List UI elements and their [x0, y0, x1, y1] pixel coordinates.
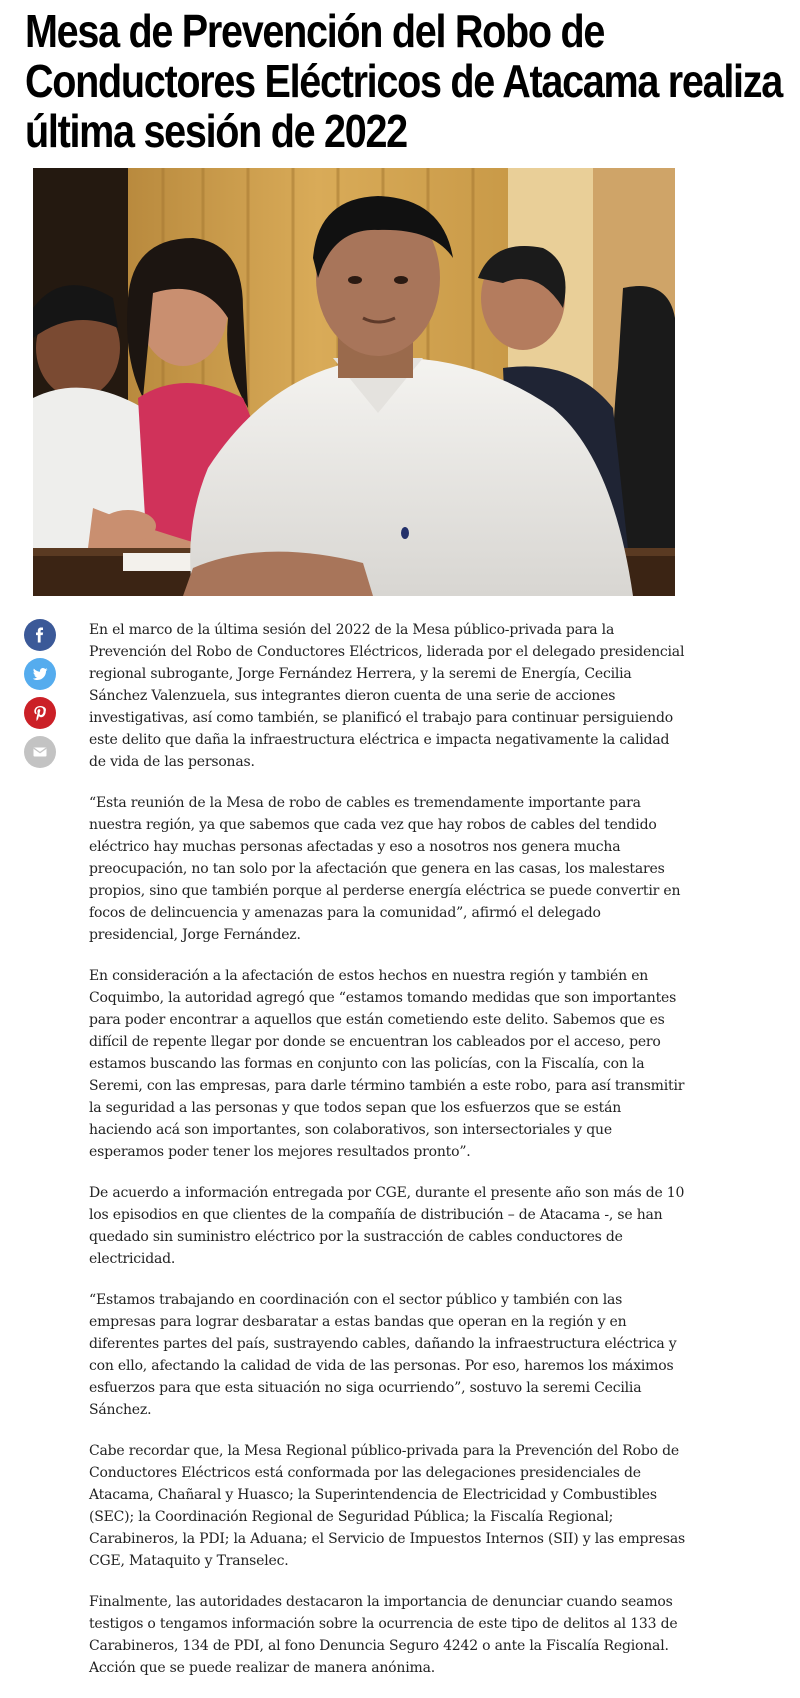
- pinterest-icon: [32, 705, 48, 721]
- meeting-photo-illustration: [33, 168, 675, 596]
- article-paragraph: En consideración a la afectación de estos hechos en nuestra región y también en Coquimbo, la autoridad agregó que “estamos tomando medidas que son importantes para poder encontrar a aquellos que están cometiendo este delito. Sabemos que es difícil de repente llegar por donde se encuentran los cableados por el acceso, pero estamos buscando las formas en conjunto con las policías, con la Fiscalía, con la Seremi, con las empresas, para darle término también a este robo, para así transmitir la seguridad a las personas y que todos sepan que los esfuerzos que se están haciendo acá son importantes, son colaborativos, son intersectoriales y que esperamos poder tener los mejores resultados pronto”.: [89, 968, 685, 1160]
- article-body: [89, 619, 685, 1698]
- pinterest-share-button[interactable]: [24, 697, 56, 729]
- article-paragraph: En el marco de la última sesión del 2022 de la Mesa público-privada para la Prevención del Robo de Conductores Eléctricos, liderada por el delegado presidencial regional subrogante, Jorge Fernández Herrera, y la seremi de Energía, Cecilia Sánchez Valenzuela, sus integrantes dieron cuenta de una serie de acciones investigativas, así como también, se planificó el trabajo para continuar persiguiendo este delito que daña la infraestructura eléctrica e impacta negativamente la calidad de vida de las personas.: [89, 622, 685, 770]
- article-photo: [33, 168, 675, 596]
- article-paragraph: “Estamos trabajando en coordinación con el sector público y también con las empresas para lograr desbaratar a estas bandas que operan en la región y en diferentes partes del país, sustrayendo cables, dañando la infraestructura eléctrica y con ello, afectando la calidad de vida de las personas. Por eso, haremos los máximos esfuerzos para que esta situación no siga ocurriendo”, sostuvo la seremi Cecilia Sánchez.: [89, 1292, 677, 1418]
- email-share-button[interactable]: [24, 736, 56, 768]
- facebook-icon: [32, 627, 48, 643]
- share-bar: [24, 619, 58, 775]
- article-paragraph: “Esta reunión de la Mesa de robo de cables es tremendamente importante para nuestra región, ya que sabemos que cada vez que hay robos de cables del tendido eléctrico hay muchas personas afectadas y eso a nosotros nos genera mucha preocupación, no tan solo por la afectación que genera en las casas, los malestares propios, sino que también porque al perderse energía eléctrica se puede convertir en focos de delincuencia y amenazas para la comunidad”, afirmó el delegado presidencial, Jorge Fernández.: [89, 795, 681, 943]
- article-paragraph: Cabe recordar que, la Mesa Regional público-privada para la Prevención del Robo de Conductores Eléctricos está conformada por las delegaciones presidenciales de Atacama, Chañaral y Huasco; la Superintendencia de Electricidad y Combustibles (SEC); la Coordinación Regional de Seguridad Pública; la Fiscalía Regional; Carabineros, la PDI; la Aduana; el Servicio de Impuestos Internos (SII) y las empresas CGE, Mataquito y Transelec.: [89, 1443, 685, 1569]
- article-title: Mesa de Prevención del Robo de Conductores Eléctricos de Atacama realiza última sesión de 2022: [25, 5, 782, 157]
- facebook-share-button[interactable]: [24, 619, 56, 651]
- twitter-share-button[interactable]: [24, 658, 56, 690]
- email-icon: [32, 744, 48, 760]
- article-paragraph: De acuerdo a información entregada por CGE, durante el presente año son más de 10 los episodios en que clientes de la compañía de distribución – de Atacama -, se han quedado sin suministro eléctrico por la sustracción de cables conductores de electricidad.: [89, 1185, 685, 1267]
- twitter-icon: [32, 666, 48, 682]
- article-paragraph: Finalmente, las autoridades destacaron la importancia de denunciar cuando seamos testigos o tengamos información sobre la ocurrencia de este tipo de delitos al 133 de Carabineros, 134 de PDI, al fono Denuncia Seguro 4242 o ante la Fiscalía Regional. Acción que se puede realizar de manera anónima.: [89, 1594, 678, 1676]
